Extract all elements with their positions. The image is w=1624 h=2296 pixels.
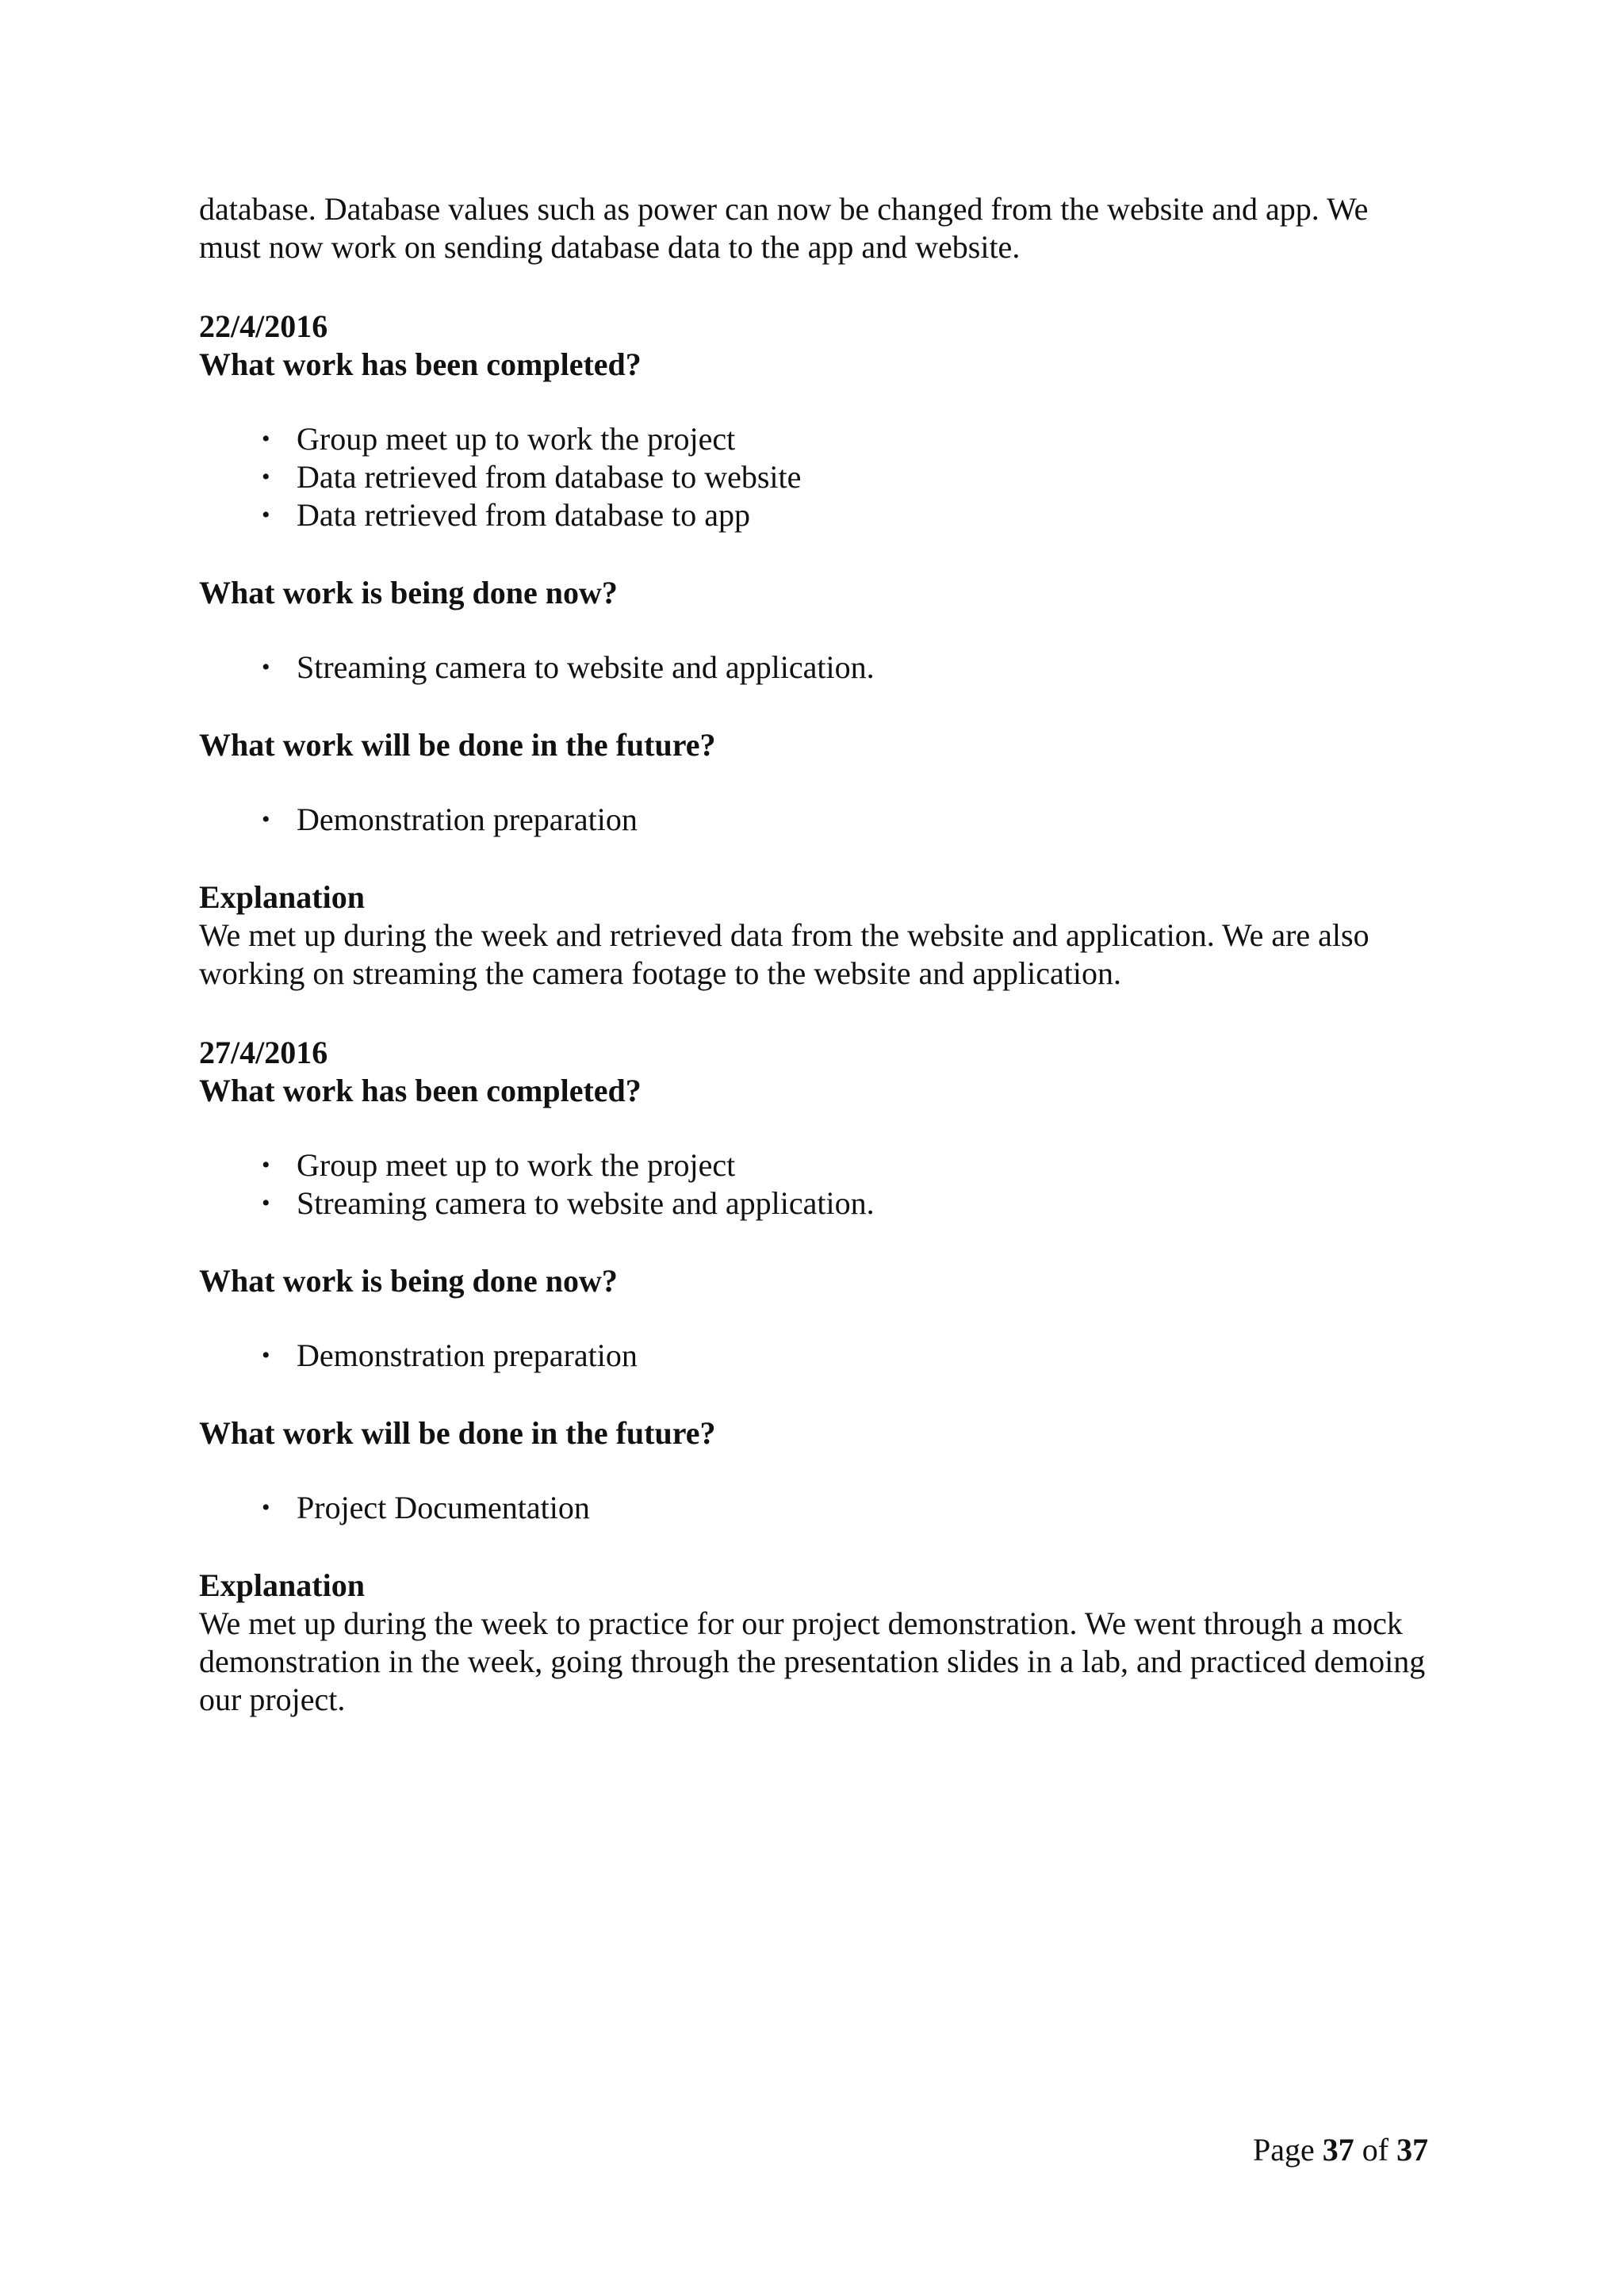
bullet-icon: • xyxy=(262,502,270,528)
bullet-icon: • xyxy=(262,1342,270,1368)
list-item xyxy=(199,649,1436,687)
list-item-text: Streaming camera to website and application. xyxy=(297,1185,875,1221)
bullet-icon: • xyxy=(262,1190,270,1216)
list-item xyxy=(199,420,1436,458)
bullet-icon: • xyxy=(262,1494,270,1521)
list-item xyxy=(199,496,1436,534)
list-item xyxy=(199,1337,1436,1375)
intro-paragraph: database. Database values such as power can now be changed from the website and app. We must now work on sending database data to the app and website. xyxy=(199,191,1369,265)
page-word: Page xyxy=(1253,2132,1315,2168)
of-word: of xyxy=(1362,2132,1389,2168)
list-item xyxy=(199,1184,1436,1223)
completed-list xyxy=(199,1146,1436,1223)
completed-list xyxy=(199,420,1436,534)
explanation-heading: Explanation xyxy=(199,1567,365,1603)
now-list xyxy=(199,649,1436,687)
page-content xyxy=(199,190,1436,1760)
list-item xyxy=(199,458,1436,496)
list-item xyxy=(199,801,1436,839)
bullet-icon: • xyxy=(262,426,270,452)
bullet-icon: • xyxy=(262,654,270,680)
list-item-text: Data retrieved from database to website xyxy=(297,459,802,495)
bullet-icon: • xyxy=(262,1152,270,1178)
future-heading: What work will be done in the future? xyxy=(199,727,716,763)
entry-date: 22/4/2016 xyxy=(199,308,328,344)
now-heading: What work is being done now? xyxy=(199,1263,618,1299)
explanation-text: We met up during the week and retrieved data from the website and application. We are also working on streaming the camera footage to the website and application. xyxy=(199,917,1369,991)
future-list xyxy=(199,801,1436,839)
future-heading: What work will be done in the future? xyxy=(199,1415,716,1451)
list-item-text: Streaming camera to website and application. xyxy=(297,649,875,685)
list-item-text: Group meet up to work the project xyxy=(297,421,736,457)
list-item-text: Data retrieved from database to app xyxy=(297,497,750,533)
page-footer xyxy=(1253,2131,1428,2169)
log-entry xyxy=(199,308,1436,993)
explanation-heading: Explanation xyxy=(199,879,365,915)
entry-date: 27/4/2016 xyxy=(199,1035,328,1070)
list-item-text: Project Documentation xyxy=(297,1490,590,1525)
bullet-icon: • xyxy=(262,806,270,832)
explanation-text: We met up during the week to practice for our project demonstration. We went through a mock demonstration in the week, going through the presentation slides in a lab, and practiced demoing our project. xyxy=(199,1605,1426,1717)
now-heading: What work is being done now? xyxy=(199,575,618,610)
list-item xyxy=(199,1489,1436,1527)
list-item xyxy=(199,1146,1436,1184)
current-page-number: 37 xyxy=(1322,2132,1354,2168)
list-item-text: Demonstration preparation xyxy=(297,1337,638,1373)
log-entry xyxy=(199,1034,1436,1719)
completed-heading: What work has been completed? xyxy=(199,1073,642,1108)
completed-heading: What work has been completed? xyxy=(199,346,642,382)
list-item-text: Group meet up to work the project xyxy=(297,1147,736,1183)
total-page-number: 37 xyxy=(1396,2132,1429,2168)
bullet-icon: • xyxy=(262,464,270,490)
list-item-text: Demonstration preparation xyxy=(297,802,638,837)
future-list xyxy=(199,1489,1436,1527)
now-list xyxy=(199,1337,1436,1375)
